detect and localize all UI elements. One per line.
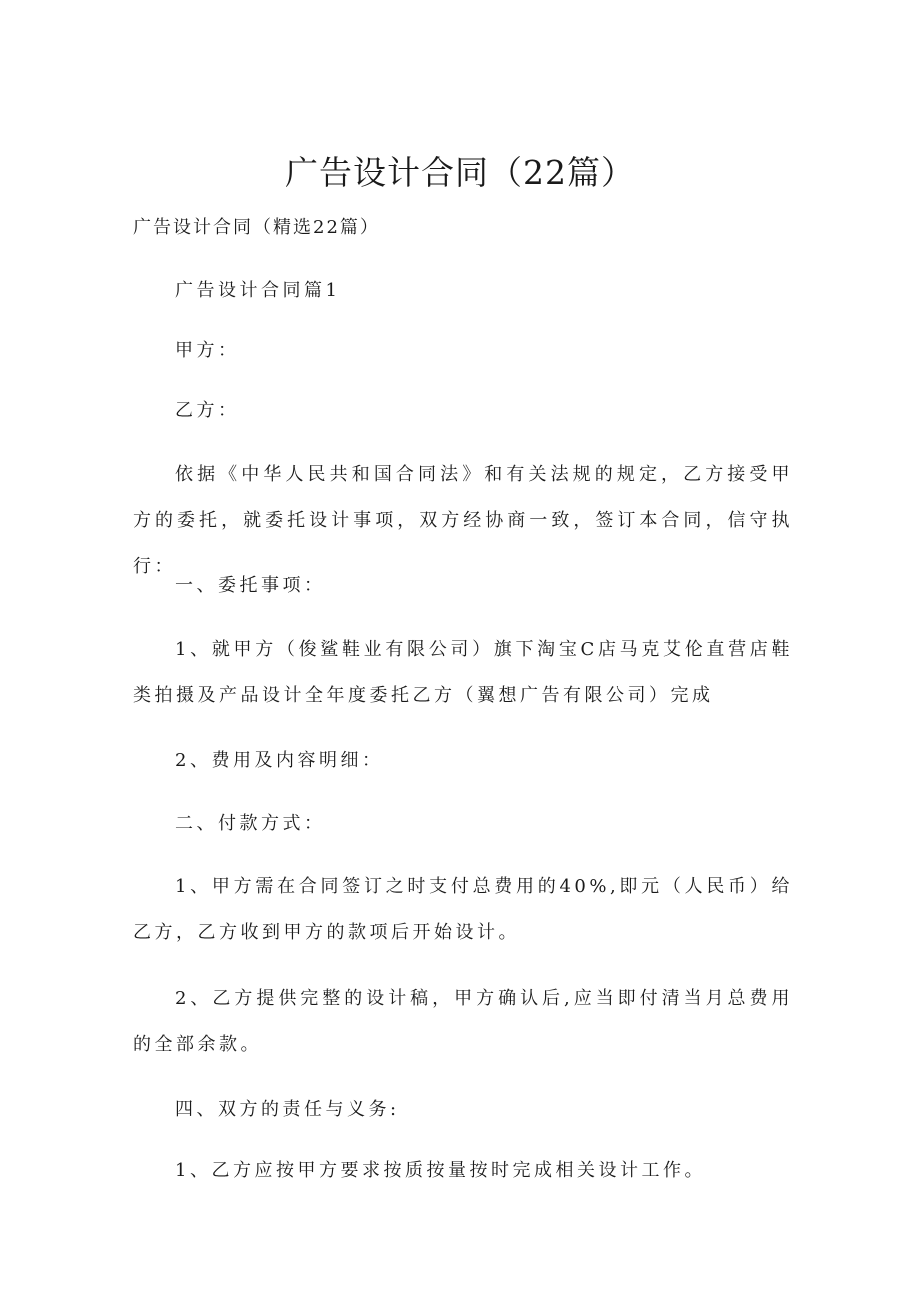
document-subtitle: 广告设计合同（精选22篇） bbox=[133, 217, 380, 238]
clause-heading-1: 一、委托事项： bbox=[175, 575, 326, 596]
clause-4-1: 1、乙方应按甲方要求按质按量按时完成相关设计工作。 bbox=[175, 1160, 706, 1181]
document-title: 广告设计合同（22篇） bbox=[285, 153, 635, 192]
section-heading: 广告设计合同篇1 bbox=[175, 280, 341, 301]
clause-2-2: 2、乙方提供完整的设计稿，甲方确认后,应当即付清当月总费用的全部余款。 bbox=[133, 988, 793, 1055]
clause-1-2: 2、费用及内容明细： bbox=[175, 750, 384, 771]
clause-2-1: 1、甲方需在合同签订之时支付总费用的40%,即元（人民币）给乙方，乙方收到甲方的款项后开始设计。 bbox=[133, 876, 793, 943]
preamble-paragraph: 依据《中华人民共和国合同法》和有关法规的规定，乙方接受甲方的委托，就委托设计事项，双方经协商一致，签订本合同，信守执行： bbox=[133, 464, 793, 577]
clause-heading-2: 二、付款方式： bbox=[175, 813, 326, 834]
clause-heading-4: 四、双方的责任与义务: bbox=[175, 1099, 400, 1120]
party-a-label: 甲方： bbox=[175, 340, 240, 361]
clause-1-1: 1、就甲方（俊鲨鞋业有限公司）旗下淘宝C店马克艾伦直营店鞋类拍摄及产品设计全年度委托乙方（翼想广告有限公司）完成 bbox=[133, 639, 793, 706]
party-b-label: 乙方： bbox=[175, 400, 240, 421]
